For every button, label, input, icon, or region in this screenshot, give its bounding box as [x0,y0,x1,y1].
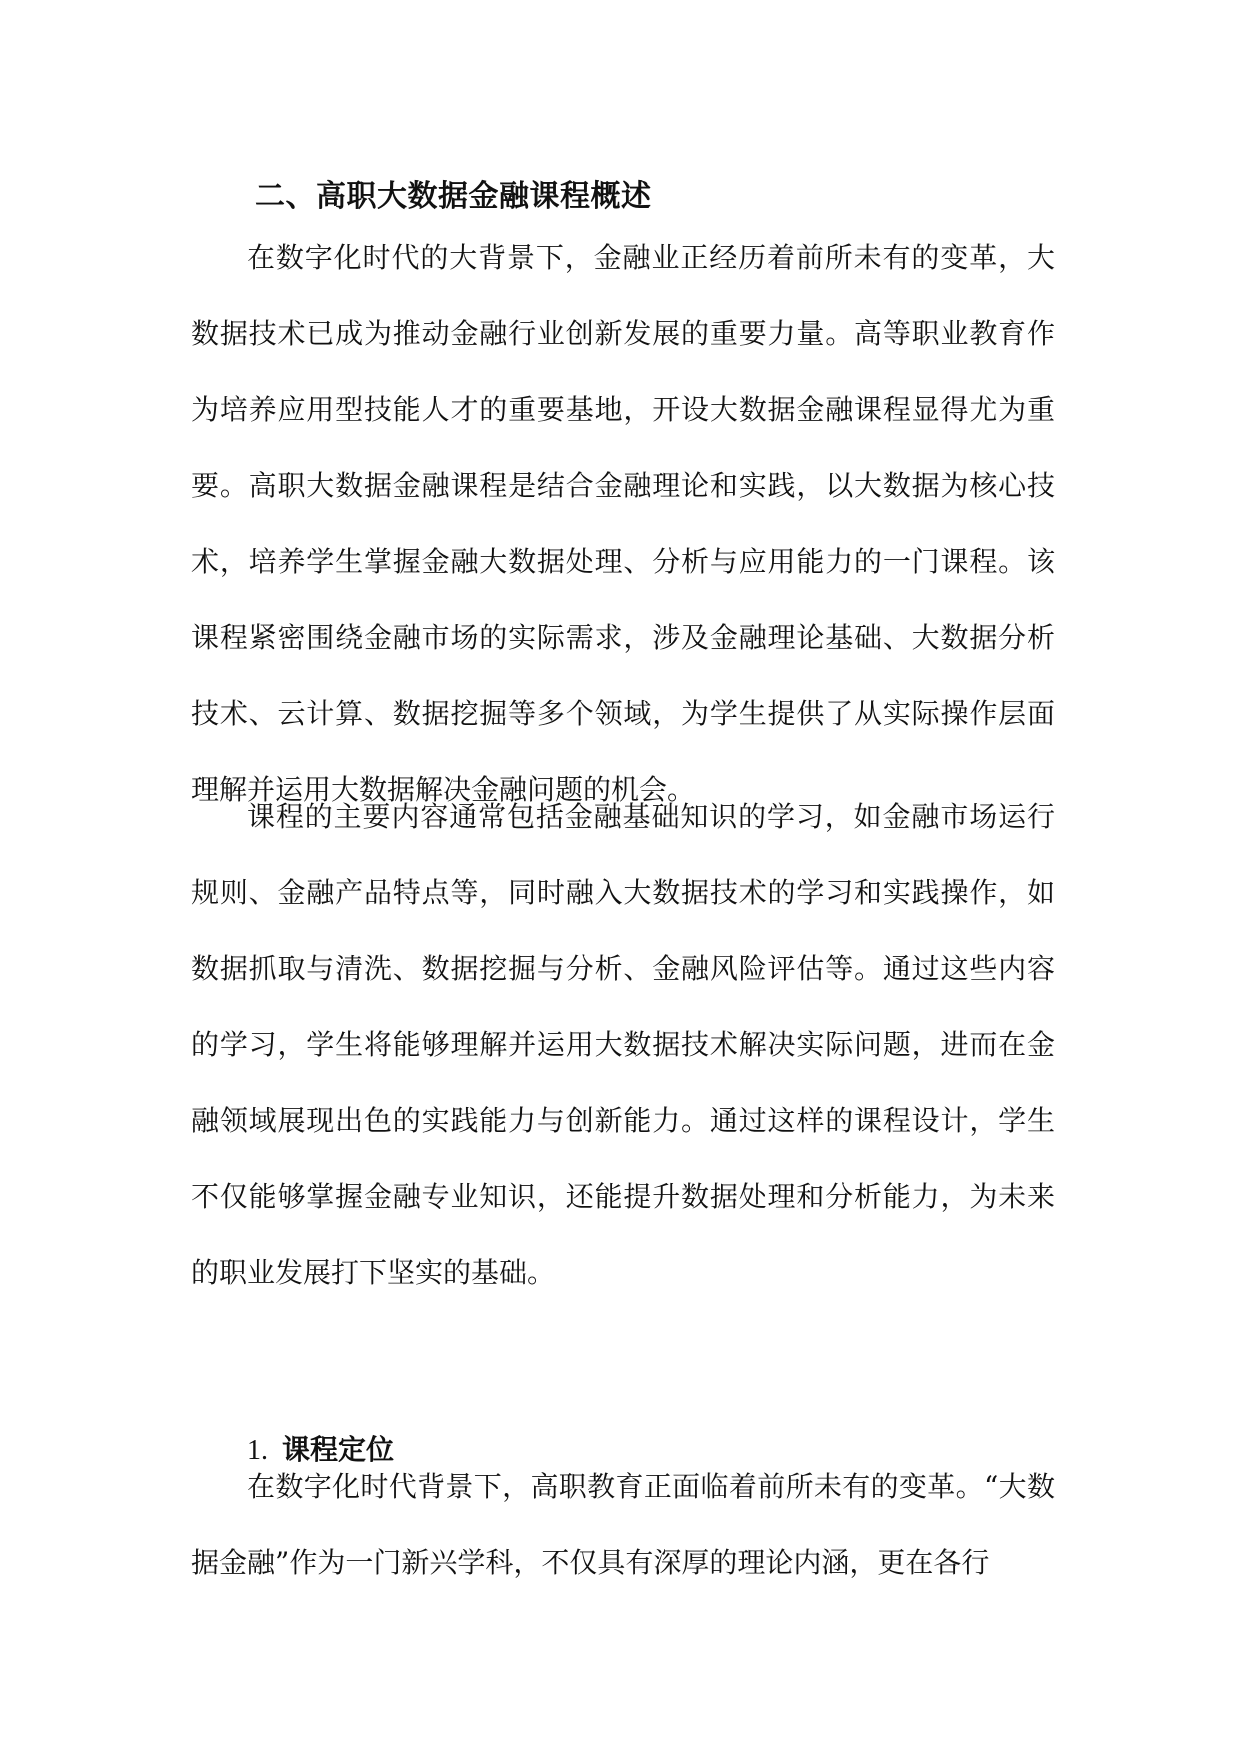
section-heading: 二、高职大数据金融课程概述 [255,178,652,214]
subsection-title: 课程定位 [282,1433,395,1466]
paragraph-course-positioning: 在数字化时代背景下，高职教育正面临着前所未有的变革。“大数据金融”作为一门新兴学科，不仅具有深厚的理论内涵，更在各行 [191,1470,1055,1579]
paragraph-course-content: 课程的主要内容通常包括金融基础知识的学习，如金融市场运行规则、金融产品特点等，同时融入大数据技术的学习和实践操作，如数据抓取与清洗、数据挖掘与分析、金融风险评估等。通过这些内容的学习，学生将能够理解并运用大数据技术解决实际问题，进而在金融领域展现出色的实践能力与创新能力。通过这样的课程设计，学生不仅能够掌握金融专业知识，还能提升数据处理和分析能力，为未来的职业发展打下坚实的基础。 [191,800,1055,1289]
paragraph-overview: 在数字化时代的大背景下，金融业正经历着前所未有的变革，大数据技术已成为推动金融行业创新发展的重要力量。高等职业教育作为培养应用型技能人才的重要基地，开设大数据金融课程显得尤为重要。高职大数据金融课程是结合金融理论和实践，以大数据为核心技术，培养学生掌握金融大数据处理、分析与应用能力的一门课程。该课程紧密围绕金融市场的实际需求，涉及金融理论基础、大数据分析技术、云计算、数据挖掘等多个领域，为学生提供了从实际操作层面理解并运用大数据解决金融问题的机会。 [191,241,1055,806]
subsection-number: 1. [247,1435,268,1466]
